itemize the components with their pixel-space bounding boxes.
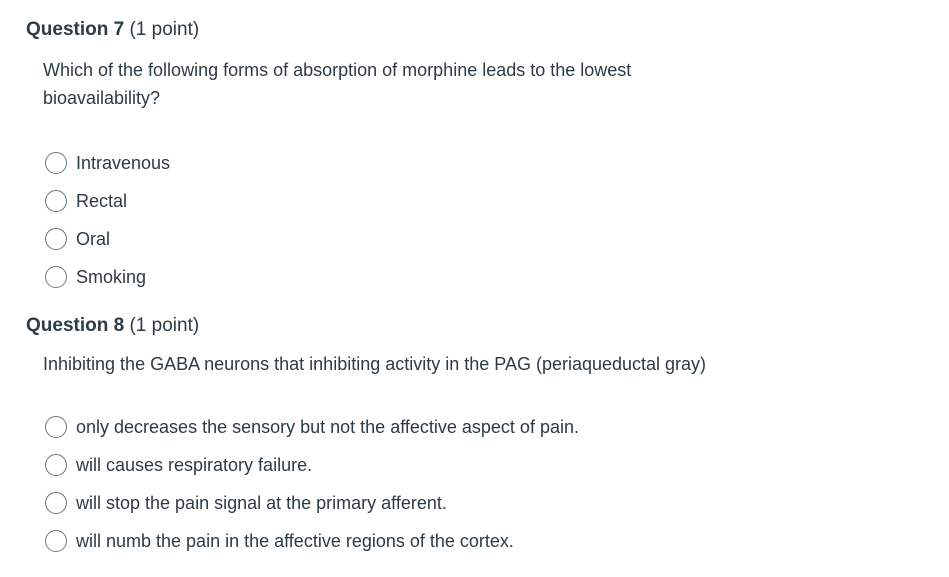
radio-button[interactable] (45, 152, 67, 174)
question-text: Inhibiting the GABA neurons that inhibiting activity in the PAG (periaqueductal gray) (43, 354, 707, 374)
question-7 (26, 18, 926, 296)
answer-option-3[interactable] (45, 484, 926, 522)
answer-option-rectal[interactable] (45, 182, 926, 220)
question-points: (1 point) (129, 19, 200, 40)
answer-option-2[interactable] (45, 446, 926, 484)
radio-button[interactable] (45, 454, 67, 476)
question-title: Question 8 (26, 315, 125, 336)
radio-button[interactable] (45, 190, 67, 212)
answer-options (45, 144, 926, 296)
question-points: (1 point) (129, 315, 200, 336)
answer-label[interactable]: only decreases the sensory but not the affective aspect of pain. (76, 417, 579, 437)
answer-option-4[interactable] (45, 522, 926, 560)
answer-label[interactable]: Smoking (76, 267, 147, 287)
answer-label[interactable]: Rectal (76, 191, 128, 211)
answer-option-oral[interactable] (45, 220, 926, 258)
radio-button[interactable] (45, 266, 67, 288)
answer-label[interactable]: will causes respiratory failure. (76, 455, 313, 475)
answer-options (45, 408, 926, 560)
answer-option-smoking[interactable] (45, 258, 926, 296)
answer-option-intravenous[interactable] (45, 144, 926, 182)
answer-label[interactable]: will numb the pain in the affective regions of the cortex. (76, 531, 514, 551)
radio-button[interactable] (45, 228, 67, 250)
question-header (26, 18, 926, 42)
answer-label[interactable]: will stop the pain signal at the primary afferent. (76, 493, 447, 513)
question-header (26, 314, 926, 338)
radio-button[interactable] (45, 492, 67, 514)
answer-label[interactable]: Intravenous (76, 153, 171, 173)
answer-label[interactable]: Oral (76, 229, 111, 249)
radio-button[interactable] (45, 530, 67, 552)
answer-option-1[interactable] (45, 408, 926, 446)
question-8 (26, 314, 926, 560)
question-text: Which of the following forms of absorption of morphine leads to the lowest bioavailability? (43, 60, 632, 108)
radio-button[interactable] (45, 416, 67, 438)
question-title: Question 7 (26, 19, 125, 40)
